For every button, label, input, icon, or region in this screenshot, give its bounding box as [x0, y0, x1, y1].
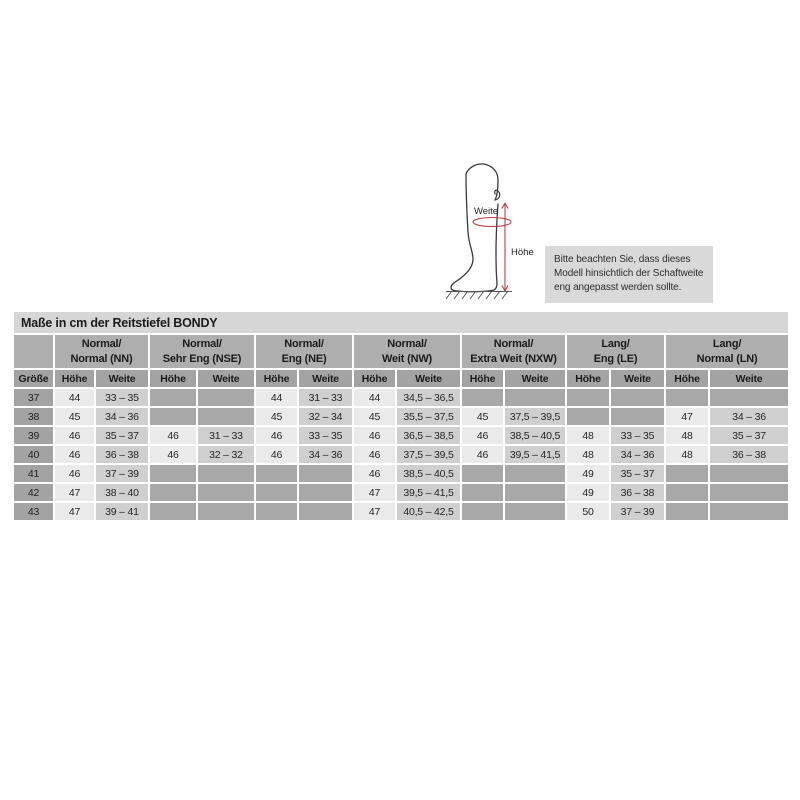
table-row — [14, 408, 788, 425]
empty-cell — [198, 408, 254, 425]
hoehe-cell: 46 — [256, 427, 297, 444]
table-row — [14, 484, 788, 501]
hoehe-column-header: Höhe — [666, 370, 708, 387]
weite-column-header: Weite — [397, 370, 460, 387]
empty-cell — [299, 465, 352, 482]
size-cell: 40 — [14, 446, 53, 463]
empty-cell — [150, 503, 196, 520]
boot-top-edge — [466, 164, 498, 200]
table-row — [14, 446, 788, 463]
weite-cell: 39,5 – 41,5 — [397, 484, 460, 501]
empty-cell — [256, 465, 297, 482]
group-label-line1: Normal/ — [284, 337, 324, 350]
weite-cell: 39 – 41 — [96, 503, 148, 520]
empty-cell — [198, 465, 254, 482]
boot-illustration-svg — [432, 150, 548, 304]
weite-cell: 35 – 37 — [611, 465, 664, 482]
weite-cell: 32 – 32 — [198, 446, 254, 463]
group-header-nn — [55, 335, 148, 368]
hoehe-column-header: Höhe — [150, 370, 196, 387]
size-cell: 41 — [14, 465, 53, 482]
hoehe-cell: 46 — [462, 446, 503, 463]
empty-cell — [299, 503, 352, 520]
hoehe-cell: 48 — [567, 427, 609, 444]
empty-cell — [198, 503, 254, 520]
title-row — [14, 312, 788, 333]
hoehe-cell: 49 — [567, 484, 609, 501]
group-label-line2: Eng (LE) — [593, 352, 638, 365]
weite-column-header: Weite — [299, 370, 352, 387]
weite-cell: 36 – 38 — [611, 484, 664, 501]
weite-cell: 37,5 – 39,5 — [397, 446, 460, 463]
group-label-line2: Normal (LN) — [696, 352, 758, 365]
hoehe-cell: 48 — [666, 446, 708, 463]
weite-cell: 31 – 33 — [299, 389, 352, 406]
empty-cell — [462, 465, 503, 482]
weite-column-header: Weite — [96, 370, 148, 387]
size-column-header: Größe — [14, 370, 53, 387]
table-row — [14, 427, 788, 444]
table-row — [14, 465, 788, 482]
size-cell: 39 — [14, 427, 53, 444]
group-header-le — [567, 335, 664, 368]
hoehe-cell: 49 — [567, 465, 609, 482]
note-box — [545, 246, 713, 303]
empty-cell — [150, 484, 196, 501]
weite-cell: 36,5 – 38,5 — [397, 427, 460, 444]
empty-cell — [462, 389, 503, 406]
group-header-nxw — [462, 335, 565, 368]
group-label-line2: Extra Weit (NXW) — [470, 352, 557, 365]
weite-cell: 35 – 37 — [96, 427, 148, 444]
hoehe-cell: 45 — [55, 408, 94, 425]
weite-cell: 33 – 35 — [611, 427, 664, 444]
weite-cell: 37 – 39 — [96, 465, 148, 482]
empty-cell — [462, 503, 503, 520]
hoehe-cell: 50 — [567, 503, 609, 520]
hoehe-cell: 47 — [55, 484, 94, 501]
hoehe-cell: 48 — [567, 446, 609, 463]
empty-cell — [505, 465, 565, 482]
hoehe-cell: 44 — [354, 389, 395, 406]
empty-cell — [198, 389, 254, 406]
boot-measurement-illustration — [432, 150, 548, 304]
empty-cell — [505, 389, 565, 406]
empty-cell — [256, 503, 297, 520]
group-label-line1: Normal/ — [493, 337, 534, 350]
weite-cell: 38,5 – 40,5 — [397, 465, 460, 482]
empty-cell — [567, 408, 609, 425]
empty-cell — [710, 465, 788, 482]
subheader-row — [14, 370, 788, 387]
weite-cell: 33 – 35 — [299, 427, 352, 444]
table-row — [14, 389, 788, 406]
group-header-row — [14, 335, 788, 368]
empty-cell — [666, 484, 708, 501]
hoehe-cell: 46 — [354, 427, 395, 444]
hoehe-column-header: Höhe — [55, 370, 94, 387]
hoehe-cell: 47 — [666, 408, 708, 425]
weite-cell: 37 – 39 — [611, 503, 664, 520]
empty-cell — [505, 484, 565, 501]
weite-cell: 34 – 36 — [299, 446, 352, 463]
weite-column-header: Weite — [611, 370, 664, 387]
hoehe-cell: 45 — [256, 408, 297, 425]
empty-cell — [505, 503, 565, 520]
group-header-ln — [666, 335, 788, 368]
weite-cell: 34 – 36 — [710, 408, 788, 425]
hoehe-column-header: Höhe — [462, 370, 503, 387]
weite-cell: 36 – 38 — [96, 446, 148, 463]
hoehe-cell: 46 — [150, 427, 196, 444]
empty-cell — [710, 503, 788, 520]
hoehe-cell: 48 — [666, 427, 708, 444]
hoehe-cell: 46 — [55, 446, 94, 463]
group-label-line1: Normal/ — [81, 337, 122, 350]
table-body — [14, 389, 788, 520]
hoehe-cell: 44 — [256, 389, 297, 406]
table-row — [14, 503, 788, 520]
group-label-line2: Normal (NN) — [70, 352, 133, 365]
hoehe-cell: 46 — [55, 427, 94, 444]
group-label-line2: Eng (NE) — [281, 352, 327, 365]
group-label-line1: Lang/ — [601, 337, 630, 350]
empty-cell — [462, 484, 503, 501]
hoehe-cell: 45 — [462, 408, 503, 425]
hoehe-cell: 46 — [354, 465, 395, 482]
size-cell: 42 — [14, 484, 53, 501]
weite-cell: 37,5 – 39,5 — [505, 408, 565, 425]
weite-column-header: Weite — [710, 370, 788, 387]
size-cell: 43 — [14, 503, 53, 520]
weite-column-header: Weite — [198, 370, 254, 387]
weite-cell: 39,5 – 41,5 — [505, 446, 565, 463]
weite-cell: 35 – 37 — [710, 427, 788, 444]
empty-cell — [611, 389, 664, 406]
hoehe-cell: 47 — [55, 503, 94, 520]
hoehe-arrow-line — [502, 203, 508, 291]
group-label-line1: Lang/ — [712, 337, 742, 350]
hoehe-label: Höhe — [511, 247, 534, 258]
table-title: Maße in cm der Reitstiefel BONDY — [14, 312, 788, 333]
size-table — [12, 310, 790, 522]
hoehe-cell: 46 — [256, 446, 297, 463]
corner-cell — [14, 335, 53, 368]
empty-cell — [611, 408, 664, 425]
weite-cell: 36 – 38 — [710, 446, 788, 463]
hoehe-cell: 46 — [354, 446, 395, 463]
empty-cell — [299, 484, 352, 501]
empty-cell — [256, 484, 297, 501]
hoehe-cell: 47 — [354, 484, 395, 501]
empty-cell — [150, 389, 196, 406]
hoehe-cell: 44 — [55, 389, 94, 406]
group-label-line2: Sehr Eng (NSE) — [162, 352, 242, 365]
weite-cell: 33 – 35 — [96, 389, 148, 406]
hoehe-column-header: Höhe — [354, 370, 395, 387]
hoehe-cell: 46 — [55, 465, 94, 482]
hoehe-cell: 47 — [354, 503, 395, 520]
weite-cell: 31 – 33 — [198, 427, 254, 444]
empty-cell — [198, 484, 254, 501]
empty-cell — [666, 389, 708, 406]
weite-cell: 40,5 – 42,5 — [397, 503, 460, 520]
weite-cell: 34 – 36 — [611, 446, 664, 463]
empty-cell — [710, 484, 788, 501]
group-header-nw — [354, 335, 460, 368]
empty-cell — [150, 408, 196, 425]
weite-cell: 35,5 – 37,5 — [397, 408, 460, 425]
hoehe-column-header: Höhe — [567, 370, 609, 387]
empty-cell — [710, 389, 788, 406]
weite-label: Weite — [473, 206, 499, 217]
note-text: Bitte beachten Sie, dass dieses Modell hinsichtlich der Schaftweite eng angepasst werden sollte. — [554, 254, 704, 294]
boot-outline — [451, 174, 498, 292]
hoehe-cell: 45 — [354, 408, 395, 425]
weite-cell: 38 – 40 — [96, 484, 148, 501]
weite-cell: 34 – 36 — [96, 408, 148, 425]
empty-cell — [567, 389, 609, 406]
weite-cell: 32 – 34 — [299, 408, 352, 425]
size-cell: 37 — [14, 389, 53, 406]
size-cell: 38 — [14, 408, 53, 425]
group-label-line1: Normal/ — [387, 337, 427, 350]
weite-column-header: Weite — [505, 370, 565, 387]
empty-cell — [666, 465, 708, 482]
group-label-line2: Weit (NW) — [382, 352, 432, 365]
hoehe-cell: 46 — [462, 427, 503, 444]
weite-cell: 38,5 – 40,5 — [505, 427, 565, 444]
weite-cell: 34,5 – 36,5 — [397, 389, 460, 406]
group-header-ne — [256, 335, 352, 368]
group-header-nse — [150, 335, 254, 368]
group-label-line1: Normal/ — [182, 337, 222, 350]
empty-cell — [150, 465, 196, 482]
empty-cell — [666, 503, 708, 520]
hoehe-column-header: Höhe — [256, 370, 297, 387]
hoehe-cell: 46 — [150, 446, 196, 463]
